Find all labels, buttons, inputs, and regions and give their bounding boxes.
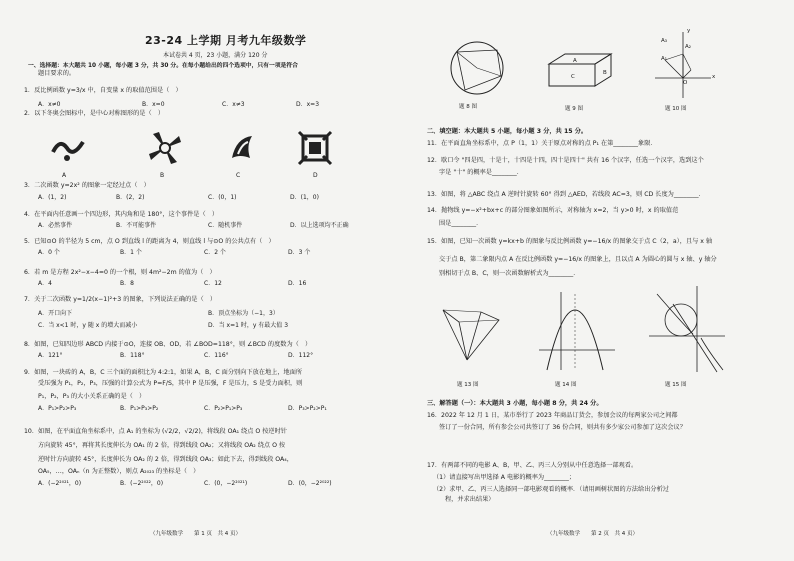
figure-10-label-y: y [687,28,691,34]
section1-heading: 一、选择题：本大题共 10 小题，每小题 3 分，共 30 分。在每小题给出的四个选项中，只有一项是符合 [28,63,298,69]
question-10-line2: 方向旋转 45°，再将其长度伸长为 OA₁ 的 2 倍，得到线段 OA₂；又将线段 OA₂ 绕点 O 按 [38,442,286,449]
q10-option-d: D．(0，−2²⁰²²) [288,480,332,487]
figure-15-caption: 题 15 图 [665,382,687,388]
question-2: 2．以下冬奥会图标中，是中心对称图形的是（ ） [24,110,165,117]
section3-heading: 三、解答题（一）：本大题共 3 小题，每小题 8 分，共 24 分。 [427,400,603,407]
question-16-line2: 签订了一份合同，所有参会公司共签订了 36 份合同，则共有多少家公司参加了这次会议？ [439,424,686,431]
olympic-icon-c [222,128,262,168]
figure-10-label-o: O [683,80,688,86]
page-footer-left: （九年级数学 第 1 页 共 4 页） [150,531,241,537]
q7-option-b: B．顶点坐标为（−1，3） [208,310,279,317]
q5-option-d: D．3 个 [288,249,311,256]
question-6: 6．若 m 是方程 2x²−x−4=0 的一个根，则 4m²−2m 的值为（ ） [24,269,216,276]
question-17-part2-line1: （2）求甲、乙、丙三人选择同一部电影观看的概率．（请用画树状图的方法给出分析过 [433,486,669,493]
q9-option-a: A．P₁>P₂>P₃ [38,405,77,412]
figure-14-parabola [537,290,617,372]
figure-13-triangles [437,296,507,366]
figure-8-caption: 题 8 图 [459,104,477,110]
q9-option-c: C．P₂>P₁>P₃ [204,405,243,412]
figure-13-caption: 题 13 图 [457,382,479,388]
q1-option-c: C．x≠3 [222,101,245,108]
question-14-line2: 围是________． [439,220,483,227]
question-14-line1: 14．抛物线 y=−x²+bx+c 的部分图象如图所示，对称轴为 x=2，当 y>0 时，x 的取值范 [427,207,679,214]
q2-label-a: A [62,172,67,179]
figure-9-caption: 题 9 图 [565,106,583,112]
question-1: 1．反比例函数 y=3/x 中，自变量 x 的取值范围是（ ） [24,87,182,94]
question-15-line3: 别相切于点 B、C，则一次函数解析式为________． [439,270,580,277]
question-7: 7．关于二次函数 y=1/2(x−1)²+3 的图象，下列说法正确的是（ ） [24,296,217,303]
q2-label-d: D [313,172,318,179]
figure-14-caption: 题 14 图 [555,382,577,388]
question-11: 11．在平面直角坐标系中，点 P（1，1）关于原点对称的点 P₁ 在第________象限． [427,140,657,147]
question-10-line4: OA₅，…，OAₙ（n 为正整数），则点 A₂₀₂₃ 的坐标是（ ） [38,468,200,475]
question-9-line2: 受压强为 P₁，P₂，P₃，压强的计算公式为 P=F/S，其中 P 是压强，F 是压力，S 是受力面积，则 [38,380,303,387]
question-17-line1: 17．有两部不同的电影 A、B，甲、乙、丙三人分别从中任意选择一部观看。 [427,462,638,469]
question-15-line2: 交于点 B，第二象限内点 A 在反比例函数 y=−16/x 的图象上，且以点 A 为圆心的圆与 x 轴、y 轴分 [439,256,717,263]
exam-subtitle: 本试卷共 4 页，23 小题，满分 120 分 [163,52,268,59]
q3-option-d: D．(1，0) [290,194,319,201]
figure-10-caption: 题 10 图 [665,106,687,112]
q3-option-a: A．(1，2) [38,194,67,201]
q7-option-d: D．当 x=1 时，y 有最大值 3 [208,322,289,329]
q5-option-a: A．0 个 [38,249,60,256]
q8-option-a: A．121° [38,352,63,359]
q8-option-d: D．112° [288,352,314,359]
question-17-part1: （1）请直接写出甲选择 A 电影的概率为________； [433,474,576,481]
q6-option-d: D．16 [288,280,307,287]
page-footer-right: （九年级数学 第 2 页 共 4 页） [547,531,638,537]
q8-option-b: B．118° [120,352,145,359]
question-8: 8．如图，已知四边形 ABCD 内接于⊙O，连接 OB、OD，若 ∠BOD=118°，则 ∠BCD 的度数为（ ） [24,341,312,348]
q1-option-b: B．x=0 [142,101,165,108]
q7-option-c: C．当 x<1 时，y 随 x 的增大而减小 [38,322,138,329]
figure-10-label-a1: A₁ [661,56,667,62]
q6-option-b: B．8 [120,280,134,287]
q4-option-a: A．必然事件 [38,222,73,229]
q3-option-b: B．(2，2) [116,194,145,201]
figure-10-label-x: x [712,74,716,80]
question-3: 3．二次函数 y=2x² 的图象一定经过点（ ） [24,182,150,189]
q6-option-c: C．12 [204,280,222,287]
q9-option-d: D．P₃>P₂>P₁ [288,405,327,412]
olympic-icon-d [295,128,335,168]
olympic-icon-b [145,128,185,168]
question-10-line1: 10．如图，在平面直角坐标系中，点 A₁ 的坐标为 (√2/2，√2/2)，将线段 OA₁ 绕点 O 按逆时针 [24,428,287,435]
figure-10-label-a3: A₃ [661,38,667,44]
figure-8-circle [447,38,507,98]
olympic-icon-a [45,130,90,170]
question-5: 5．已知⊙O 的半径为 5 cm，点 O 到直线 l 的距离为 4，则直线 l 与⊙O 的公共点有（ ） [24,238,275,245]
q2-label-c: C [236,172,241,179]
section2-heading: 二、填空题：本大题共 5 小题，每小题 3 分，共 15 分。 [427,128,588,135]
figure-10-label-a2: A₂ [685,44,691,50]
q4-option-d: D．以上选项均不正确 [290,222,349,229]
q9-option-b: B．P₁>P₃>P₂ [120,405,159,412]
question-17-part2-line2: 程，并求出结果） [445,496,495,503]
figure-9-label-c: C [571,74,575,80]
q4-option-c: C．随机事件 [208,222,243,229]
question-12-line2: 字是 "十" 的概率是________． [439,169,523,176]
q10-option-c: C．(0，−2²⁰²¹) [204,480,248,487]
q7-option-a: A．开口向下 [38,310,73,317]
q8-option-c: C．116° [204,352,229,359]
q1-option-a: A．x≠0 [38,101,61,108]
q3-option-c: C．(0，1) [208,194,237,201]
q2-label-b: B [160,172,165,179]
question-15-line1: 15．如图，已知一次函数 y=kx+b 的图象与反比例函数 y=−16/x 的图象交于点 C（2，a），且与 x 轴 [427,238,713,245]
question-16-line1: 16．2022 年 12 月 1 日，某市举行了 2023 年商品订货会，参加会议的每两家公司之间都 [427,412,678,419]
q5-option-b: B．1 个 [120,249,142,256]
section1-heading-cont: 题目要求的。 [38,70,76,77]
question-12-line1: 12．歇口令 "四是四，十是十，十四是十四，四十是四十" 共有 16 个汉字，任选一个汉字，选到这个 [427,157,704,164]
q1-option-d: D．x=3 [296,101,320,108]
exam-title: 23-24 上学期 月考九年级数学 [145,34,307,47]
q10-option-b: B．(−2²⁰²²，0) [120,480,164,487]
question-13: 13．如图，将 △ABC 绕点 A 逆时针旋转 60° 得到 △AED，若线段 AC=3，则 CD 长度为________． [427,191,705,198]
figure-15-graph [647,284,727,374]
q5-option-c: C．2 个 [204,249,226,256]
figure-9-label-b: B [603,70,607,76]
question-9-line1: 9．如图，一块砖的 A，B，C 三个面的面积比为 4:2:1，如果 A，B，C 面分别向下放在地上，地面所 [24,369,303,376]
q10-option-a: A．(−2²⁰²¹，0) [38,480,82,487]
q6-option-a: A．4 [38,280,52,287]
question-10-line3: 逆时针方向旋转 45°，长度伸长为 OA₂ 的 2 倍，得到线段 OA₃；如此下去，得到线段 OA₄， [38,456,293,463]
question-4: 4．在平面内任意画一个四边形，其内角和是 180°，这个事件是（ ） [24,211,219,218]
figure-9-label-a: A [573,58,577,64]
q4-option-b: B．不可能事件 [116,222,157,229]
page-right [397,0,794,561]
question-9-line3: P₁，P₂，P₃ 的大小关系正确的是（ ） [38,393,146,400]
